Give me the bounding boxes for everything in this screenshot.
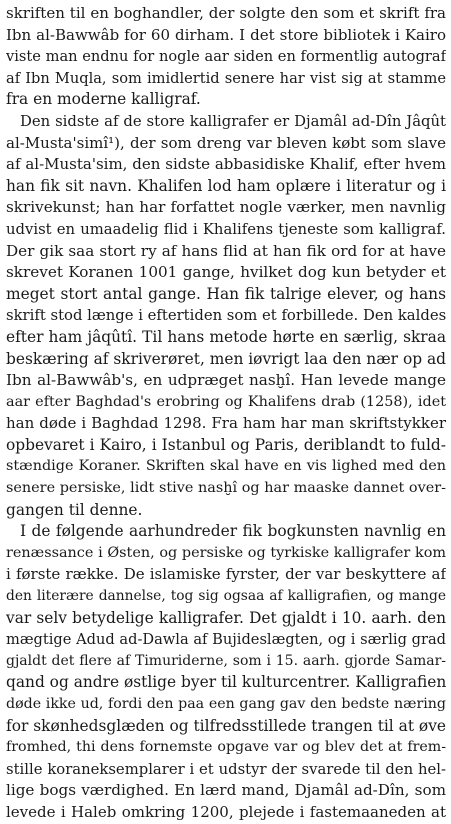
paragraph-2	[6, 111, 446, 521]
text-line: stille koraneksemplarer i et udstyr der svarede til den hel-	[6, 760, 446, 778]
text-line: udvist en umaadelig flid i Khalifens tjeneste som kalligraf.	[6, 220, 446, 238]
text-line: fromhed, thi dens fornemste opgave var og blev det at frem-	[6, 739, 446, 756]
text-line: levede i Haleb omkring 1200, plejede i fastemaaneden at	[6, 802, 446, 821]
text-line: Ibn al-Bawwâb's, en udpræget nasḫî. Han levede mange	[6, 371, 446, 390]
text-line: renæssance i Østen, og persiske og tyrkiske kalligrafer kom	[6, 544, 446, 561]
text-line: Den sidste af de store kalligrafer er Djamâl ad-Dîn Jâqût	[20, 112, 446, 130]
text-line: Der gik saa stort ry af hans flid at han fik ord for at have	[6, 241, 446, 260]
text-line: af Ibn Muqla, som imidlertid senere har vist sig at stamme	[6, 69, 446, 87]
text-line: fra en moderne kalligraf.	[6, 90, 201, 109]
text-line: skrivekunst; han har forfattet nogle værker, men navnlig	[6, 198, 446, 217]
text-line: Ibn al-Bawwâb for 60 dirham. I det store bibliotek i Kairo	[6, 25, 446, 44]
text-line: af al-Musta'sim, den sidste abbasidiske Khalif, efter hvem	[6, 155, 446, 174]
text-line: gjaldt det flere af Timuriderne, som i 15. aarh. gjorde Samar-	[6, 652, 446, 669]
text-line: stændige Koraner. Skriften skal have en vis lighed med den	[6, 458, 446, 475]
text-line: døde ikke ud, fordi den paa een gang gav den bedste næring	[6, 696, 446, 712]
text-line: i første række. De islamiske fyrster, der var beskyttere af	[6, 565, 446, 584]
text-line: den literære dannelse, tog sig ogsaa af kalligrafien, og mange	[6, 588, 446, 605]
text-line: var selv betydelige kalligrafer. Det gjaldt i 10. aarh. den	[6, 608, 446, 627]
text-line: viste man endnu for nogle aar siden en formentlig autograf	[6, 48, 446, 66]
text-line: aar efter Baghdad's erobring og Khalifens drab (1258), idet	[6, 393, 446, 410]
text-line: qand og andre østlige byer til kulturcentrer. Kalligrafien	[6, 673, 446, 692]
text-line: efter ham jâqûtî. Til hans metode hørte en særlig, skraa	[6, 327, 446, 346]
text-line: mægtige Adud ad-Dawla af Bujideslægten, og i særlig grad	[6, 631, 446, 649]
text-line: opbevaret i Kairo, i Istanbul og Paris, deriblandt to fuld-	[6, 435, 446, 454]
paragraph-1	[6, 3, 446, 111]
text-line: senere persiske, lidt stive nasḫî og har maaske dannet over-	[6, 480, 446, 497]
text-line: skriften til en boghandler, der solgte den som et skrift fra	[6, 4, 446, 22]
text-line: al-Musta'simî¹), der som dreng var bleven købt som slave	[6, 133, 446, 152]
text-line: han døde i Baghdad 1298. Fra ham har man skriftstykker	[6, 414, 446, 433]
text-line: meget stort antal gange. Han fik talrige elever, og hans	[6, 284, 446, 303]
text-line: skrift stod længe i eftertiden som et forbillede. Den kaldes	[6, 307, 446, 325]
text-line: han fik sit navn. Khalifen lod ham oplære i literatur og i	[6, 176, 446, 195]
text-line: beskæring af skriverøret, men iøvrigt laa den nær op ad	[6, 349, 446, 368]
paragraph-3	[6, 521, 446, 823]
text-line: for skønhedsglæden og tilfredsstillede trangen til at øve	[6, 716, 446, 735]
text-line: lige bogs værdighed. En lærd mand, Djamâl ad-Dîn, som	[6, 781, 446, 800]
text-line: gangen til denne.	[6, 500, 143, 519]
text-line: skrevet Koranen 1001 gange, hvilket dog kun betyder et	[6, 263, 446, 282]
text-line: I de følgende aarhundreder fik bogkunsten navnlig en	[20, 522, 446, 541]
body-text	[6, 3, 446, 824]
